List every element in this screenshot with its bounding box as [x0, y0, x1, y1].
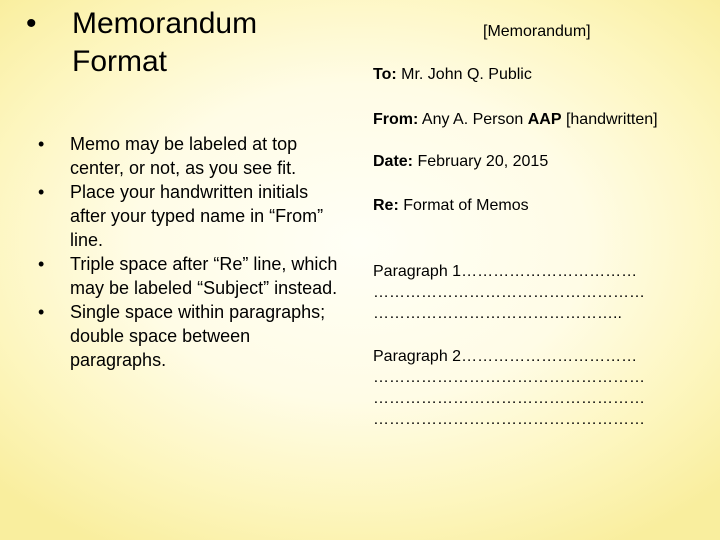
bullet-dot: •	[38, 302, 45, 322]
guideline-bullet-list	[38, 132, 338, 372]
memo-re-line	[373, 196, 529, 216]
memo-from-initials: AAP	[527, 111, 562, 128]
bullet-item	[38, 132, 338, 180]
bullet-item	[38, 180, 338, 252]
paragraph-line: ………………………………………..	[373, 305, 622, 322]
memo-date-value: February 20, 2015	[413, 153, 549, 170]
memo-from-value: Any A. Person	[418, 111, 528, 128]
memo-date-line	[373, 152, 548, 172]
slide-title	[26, 5, 326, 81]
paragraph-line: ……………………………………………	[373, 284, 645, 301]
title-bullet: •	[26, 7, 37, 40]
memo-to-line	[373, 65, 532, 85]
memo-date-label: Date:	[373, 153, 414, 170]
bullet-item	[38, 252, 338, 300]
memo-paragraph-1	[373, 261, 645, 324]
paragraph-line: ……………………………………………	[373, 390, 645, 407]
bullet-item	[38, 300, 338, 372]
bullet-text: Single space within paragraphs; double space between paragraphs.	[70, 302, 326, 370]
bullet-dot: •	[38, 182, 45, 202]
memo-re-value: Format of Memos	[398, 197, 529, 214]
memo-re-label: Re:	[373, 197, 399, 214]
memo-from-note: [handwritten]	[561, 111, 658, 128]
paragraph-line: ……………………………………………	[373, 411, 645, 428]
bullet-dot: •	[38, 134, 45, 154]
bullet-dot: •	[38, 254, 45, 274]
memo-from-line	[373, 110, 658, 130]
paragraph-line: ……………………………………………	[373, 369, 645, 386]
bullet-text: Memo may be labeled at top center, or not, as you see fit.	[70, 134, 298, 178]
memo-paragraph-2	[373, 346, 645, 430]
paragraph-line: Paragraph 1……………………………	[373, 263, 638, 280]
memo-to-value: Mr. John Q. Public	[396, 66, 532, 83]
slide-title-text: Memorandum Format	[72, 7, 258, 78]
memo-from-label: From:	[373, 111, 419, 128]
bullet-text: Triple space after “Re” line, which may be labeled “Subject” instead.	[70, 254, 338, 298]
paragraph-line: Paragraph 2……………………………	[373, 348, 638, 365]
memo-to-label: To:	[373, 66, 397, 83]
bullet-text: Place your handwritten initials after your typed name in “From” line.	[70, 182, 324, 250]
memo-header: [Memorandum]	[483, 23, 591, 40]
